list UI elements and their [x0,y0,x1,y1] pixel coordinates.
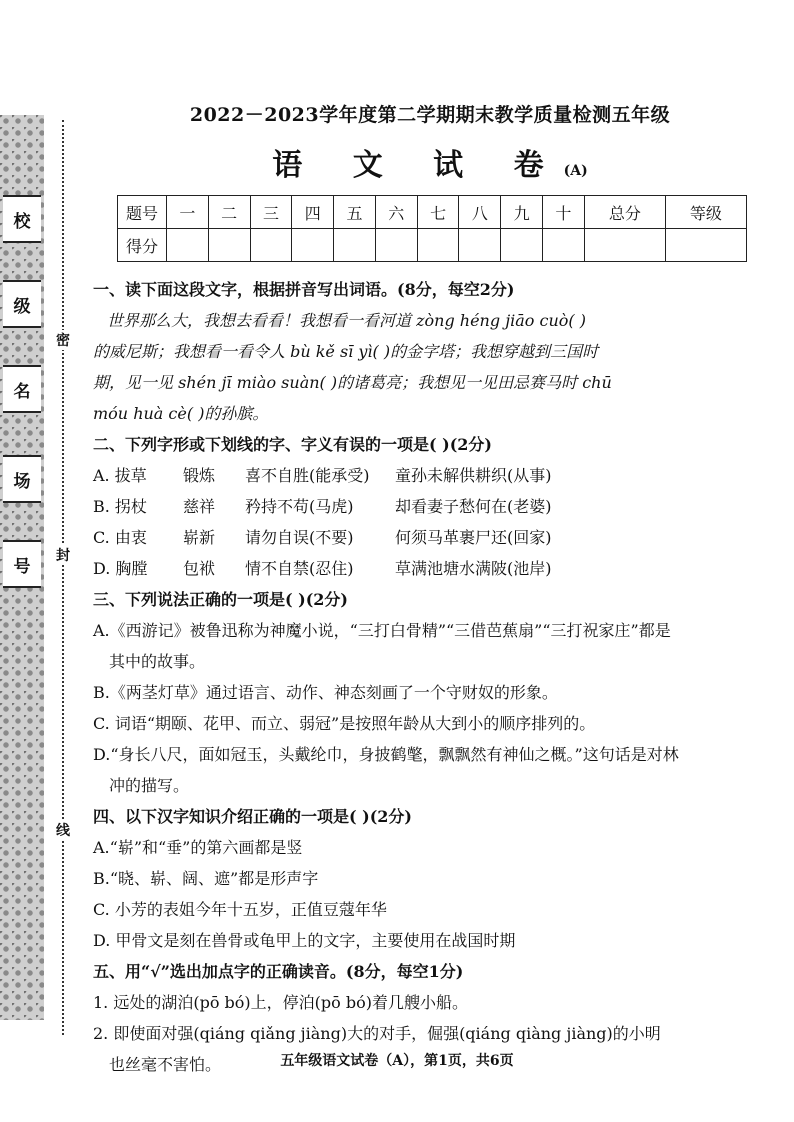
score-table-score-row [118,229,747,262]
binding-strip [0,115,44,1020]
score-col-2: 二 [208,196,250,229]
score-col-9: 九 [501,196,543,229]
score-col-10: 十 [543,196,585,229]
subject-title [270,140,590,184]
q5-item-2: 2. 即使面对强(qiáng qiǎng jiàng)大的对手，倔强(qiáng qiàng jiàng)的小明 [93,1024,661,1043]
exam-header-title: 2022－2023学年度第二学期期末教学质量检测五年级 [189,104,671,126]
score-col-5: 五 [334,196,376,229]
q5-title: 五、用“√”选出加点字的正确读音。(8分，每空1分) [93,962,464,981]
page-footer: 五年级语文试卷（A），第1页，共6页 [280,1053,514,1069]
cut-label-xian: 线 [54,820,72,840]
q2-option-a [93,460,763,491]
q2-option-word: 崭新 [183,528,216,547]
q3-option-a-cont: 其中的故事。 [109,652,206,671]
score-col-total: 总分 [584,196,665,229]
q2-option-word: B. 拐杖 [93,497,147,516]
q2-option-word: 矜持不苟(马虎) [245,497,354,516]
q3-option-a: A.《西游记》被鲁迅称为神魔小说，“三打白骨精”“三借芭蕉扇”“三打祝家庄”都是 [93,621,671,640]
score-cell [417,229,459,262]
q2-option-word: 请勿自误(不要) [245,528,354,547]
q2-option-word: A. 拔草 [93,466,147,485]
q5-item-1: 1. 远处的湖泊(pō bó)上，停泊(pō bó)着几艘小船。 [93,993,468,1012]
score-table-header-row [118,196,747,229]
q2-option-word: 包袱 [183,559,216,578]
q4-option-b: B.“晓、崭、阔、遮”都是形声字 [93,869,319,888]
q2-option-word: 喜不自胜(能承受) [245,466,370,485]
score-col-4: 四 [292,196,334,229]
score-col-1: 一 [167,196,209,229]
q3-title: 三、下列说法正确的一项是( )(2分) [93,590,348,609]
school-field-label: 校 [3,195,41,243]
q3-option-d-cont: 冲的描写。 [109,776,190,795]
q2-option-d [93,553,763,584]
q1-passage-line: 的威尼斯；我想看一看令人 bù kě sī yì( )的金字塔；我想穿越到三国时 [93,342,599,361]
q2-option-word: 慈祥 [183,497,216,516]
exam-room-field-label: 场 [3,455,41,503]
exam-content [93,274,763,1080]
name-field-label: 名 [3,365,41,413]
q4-option-c: C. 小芳的表姐今年十五岁，正值豆蔻年华 [93,900,387,919]
score-col-3: 三 [250,196,292,229]
seat-number-field-label: 号 [3,540,41,588]
cut-label-feng: 封 [54,545,72,565]
q1-passage-line: 期，见一见 shén jī miào suàn( )的诸葛亮；我想见一见田忌赛马时 chū [93,373,612,392]
score-cell [543,229,585,262]
score-cell [501,229,543,262]
paper-variant: (A) [563,163,588,179]
cut-label-mi: 密 [54,330,72,350]
subject-name: 语 文 试 卷 [272,148,564,183]
q2-option-word: C. 由衷 [93,528,147,547]
score-cell [375,229,417,262]
q2-option-c [93,522,763,553]
q2-option-word: 何须马革裹尸还(回家) [395,528,552,547]
score-cell [584,229,665,262]
q1-passage-line: móu huà cè( )的孙膑。 [93,404,269,423]
q2-option-b [93,491,763,522]
score-col-grade: 等级 [665,196,746,229]
q1-title: 一、读下面这段文字，根据拼音写出词语。(8分，每空2分) [93,280,515,299]
score-col-8: 八 [459,196,501,229]
score-cell [167,229,209,262]
q2-option-word: D. 胸膛 [93,559,148,578]
score-col-7: 七 [417,196,459,229]
cut-line [62,120,64,1035]
q2-title: 二、下列字形或下划线的字、字义有误的一项是( )(2分) [93,435,492,454]
q2-option-word: 草满池塘水满陂(池岸) [395,559,552,578]
class-field-label: 级 [3,280,41,328]
score-table [117,195,747,262]
q3-option-b: B.《两茎灯草》通过语言、动作、神态刻画了一个守财奴的形象。 [93,683,558,702]
q2-option-word: 锻炼 [183,466,216,485]
q5-item-2-cont: 也丝毫不害怕。 [109,1055,222,1074]
q1-passage-line: 世界那么大，我想去看看！我想看一看河道 zòng héng jiāo cuò( ) [107,311,586,330]
q2-option-word: 却看妻子愁何在(老婆) [395,497,552,516]
score-row-label-question: 题号 [118,196,167,229]
q4-option-a: A.“崭”和“垂”的第六画都是竖 [93,838,303,857]
score-col-6: 六 [375,196,417,229]
q2-option-word: 童孙未解供耕织(从事) [395,466,552,485]
q3-option-d: D.“身长八尺，面如冠玉，头戴纶巾，身披鹤氅，飘飘然有神仙之概。”这句话是对林 [93,745,679,764]
score-row-label-score: 得分 [118,229,167,262]
q3-option-c: C. 词语“期颐、花甲、而立、弱冠”是按照年龄从大到小的顺序排列的。 [93,714,596,733]
score-cell [250,229,292,262]
score-cell [208,229,250,262]
score-cell [665,229,746,262]
score-cell [334,229,376,262]
q2-option-word: 情不自禁(忍住) [245,559,354,578]
score-cell [292,229,334,262]
q4-title: 四、以下汉字知识介绍正确的一项是( )(2分) [93,807,412,826]
q4-option-d: D. 甲骨文是刻在兽骨或龟甲上的文字，主要使用在战国时期 [93,931,516,950]
score-cell [459,229,501,262]
